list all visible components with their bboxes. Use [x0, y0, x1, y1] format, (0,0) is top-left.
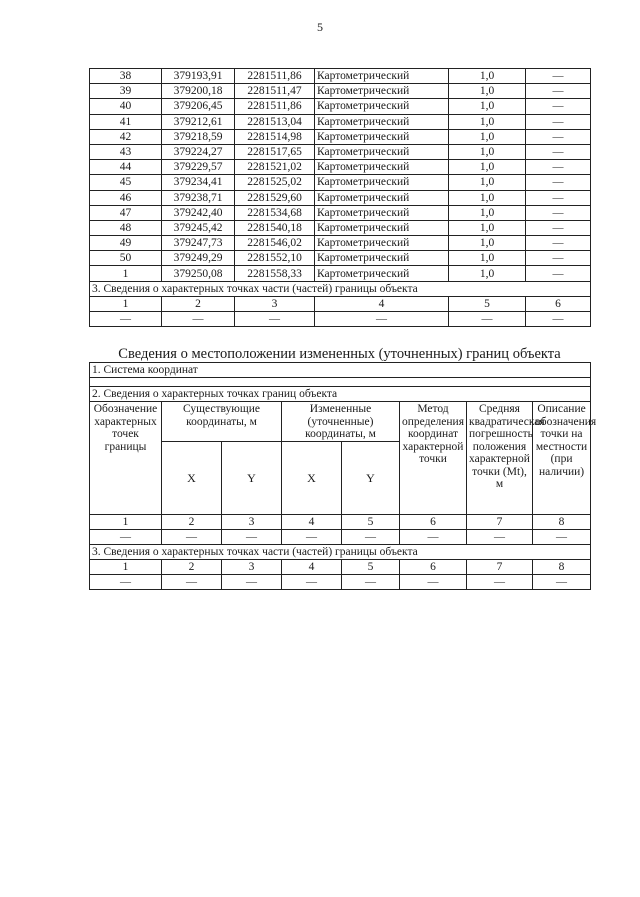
column-number-cell: 8	[533, 559, 591, 574]
section3-dash-row	[90, 312, 591, 327]
x-coordinate-cell: 379234,41	[162, 175, 235, 190]
table-row	[90, 266, 591, 281]
description-cell: —	[526, 99, 591, 114]
column-number-cell: 5	[342, 559, 400, 574]
dash-cell: —	[449, 312, 526, 327]
mt-cell: 1,0	[449, 190, 526, 205]
point-number-cell: 49	[90, 236, 162, 251]
table-row	[90, 114, 591, 129]
mt-cell: 1,0	[449, 251, 526, 266]
description-cell: —	[526, 190, 591, 205]
mt-cell: 1,0	[449, 236, 526, 251]
dash-cell: —	[90, 529, 162, 544]
x-coordinate-cell: 379200,18	[162, 84, 235, 99]
dash-cell: —	[400, 529, 467, 544]
table-row	[90, 190, 591, 205]
point-number-cell: 1	[90, 266, 162, 281]
column-number-cell: 3	[222, 514, 282, 529]
description-cell: —	[526, 144, 591, 159]
column-number-cell: 8	[533, 514, 591, 529]
changed-boundaries-table	[89, 362, 597, 590]
description-cell: —	[526, 84, 591, 99]
method-cell: Картометрический	[315, 205, 449, 220]
col-description: Описание обозначения точки на местности (при наличии)	[533, 402, 591, 515]
dash-cell: —	[526, 312, 591, 327]
dash-cell: —	[235, 312, 315, 327]
col-existing-x: X	[162, 441, 222, 514]
point-number-cell: 38	[90, 69, 162, 84]
table-row	[90, 251, 591, 266]
column-number-cell: 1	[90, 514, 162, 529]
col-changed-coords: Измененные (уточненные) координаты, м	[282, 402, 400, 442]
table-row	[90, 160, 591, 175]
description-cell: —	[526, 266, 591, 281]
section3-number-row	[90, 559, 591, 574]
y-coordinate-cell: 2281521,02	[235, 160, 315, 175]
table-row	[90, 129, 591, 144]
point-number-cell: 44	[90, 160, 162, 175]
x-coordinate-cell: 379238,71	[162, 190, 235, 205]
point-number-cell: 39	[90, 84, 162, 99]
y-coordinate-cell: 2281511,86	[235, 69, 315, 84]
description-cell: —	[526, 69, 591, 84]
dash-cell: —	[162, 312, 235, 327]
y-coordinate-cell: 2281529,60	[235, 190, 315, 205]
dash-cell: —	[282, 574, 342, 589]
dash-cell: —	[162, 574, 222, 589]
y-coordinate-cell: 2281511,86	[235, 99, 315, 114]
column-number-cell: 7	[467, 514, 533, 529]
x-coordinate-cell: 379206,45	[162, 99, 235, 114]
page-number: 5	[317, 20, 323, 34]
dash-cell: —	[467, 529, 533, 544]
dash-cell: —	[162, 529, 222, 544]
col-point-names: Обозначение характерных точек границы	[90, 402, 162, 515]
mt-cell: 1,0	[449, 266, 526, 281]
col-changed-y: Y	[342, 441, 400, 514]
y-coordinate-cell: 2281546,02	[235, 236, 315, 251]
description-cell: —	[526, 175, 591, 190]
column-number-cell: 3	[222, 559, 282, 574]
x-coordinate-cell: 379218,59	[162, 129, 235, 144]
x-coordinate-cell: 379242,40	[162, 205, 235, 220]
mt-cell: 1,0	[449, 175, 526, 190]
dash-cell: —	[533, 574, 591, 589]
method-cell: Картометрический	[315, 266, 449, 281]
y-coordinate-cell: 2281558,33	[235, 266, 315, 281]
method-cell: Картометрический	[315, 144, 449, 159]
dash-cell: —	[467, 574, 533, 589]
table-row	[90, 99, 591, 114]
column-number-cell: 6	[400, 559, 467, 574]
description-cell: —	[526, 205, 591, 220]
section3-dash-row	[90, 574, 591, 589]
column-number-cell: 1	[90, 559, 162, 574]
mt-cell: 1,0	[449, 220, 526, 235]
description-cell: —	[526, 220, 591, 235]
dash-cell: —	[222, 529, 282, 544]
table-row	[90, 69, 591, 84]
table-row	[90, 236, 591, 251]
x-coordinate-cell: 379249,29	[162, 251, 235, 266]
point-number-cell: 40	[90, 99, 162, 114]
col-mt: Средняя квадратическая погрешность положения характерной точки (Mt), м	[467, 402, 533, 515]
description-cell: —	[526, 251, 591, 266]
coordinates-table-body	[90, 69, 591, 327]
dash-cell: —	[90, 574, 162, 589]
description-cell: —	[526, 114, 591, 129]
section3-title: 3. Сведения о характерных точках части (частей) границы объекта	[90, 544, 591, 559]
x-coordinate-cell: 379212,61	[162, 114, 235, 129]
dash-cell: —	[282, 529, 342, 544]
col-existing-y: Y	[222, 441, 282, 514]
x-coordinate-cell: 379250,08	[162, 266, 235, 281]
column-number-cell: 7	[467, 559, 533, 574]
point-number-cell: 50	[90, 251, 162, 266]
point-number-cell: 47	[90, 205, 162, 220]
dash-cell: —	[342, 529, 400, 544]
method-cell: Картометрический	[315, 114, 449, 129]
description-cell: —	[526, 129, 591, 144]
dash-cell: —	[222, 574, 282, 589]
method-cell: Картометрический	[315, 190, 449, 205]
description-cell: —	[526, 160, 591, 175]
dash-cell: —	[342, 574, 400, 589]
mt-cell: 1,0	[449, 114, 526, 129]
mt-cell: 1,0	[449, 69, 526, 84]
column-number-cell: 2	[162, 514, 222, 529]
section3-title-row	[90, 281, 591, 296]
y-coordinate-cell: 2281514,98	[235, 129, 315, 144]
section2-title: 2. Сведения о характерных точках границ объекта	[90, 387, 591, 402]
y-coordinate-cell: 2281552,10	[235, 251, 315, 266]
column-number-cell: 2	[162, 296, 235, 311]
column-number-cell: 4	[282, 514, 342, 529]
method-cell: Картометрический	[315, 251, 449, 266]
mt-cell: 1,0	[449, 129, 526, 144]
section3-number-row	[90, 296, 591, 311]
x-coordinate-cell: 379245,42	[162, 220, 235, 235]
section3-title: 3. Сведения о характерных точках части (частей) границы объекта	[90, 281, 591, 296]
point-number-cell: 42	[90, 129, 162, 144]
point-number-cell: 43	[90, 144, 162, 159]
y-coordinate-cell: 2281540,18	[235, 220, 315, 235]
column-number-row	[90, 514, 591, 529]
table-row	[90, 84, 591, 99]
table-row	[90, 205, 591, 220]
section-heading: Сведения о местоположении измененных (уточненных) границ объекта	[118, 346, 561, 362]
table-row	[90, 144, 591, 159]
col-existing-coords: Существующие координаты, м	[162, 402, 282, 442]
section3-title-row	[90, 544, 591, 559]
method-cell: Картометрический	[315, 236, 449, 251]
y-coordinate-cell: 2281534,68	[235, 205, 315, 220]
method-cell: Картометрический	[315, 84, 449, 99]
dash-cell: —	[90, 312, 162, 327]
dash-cell: —	[533, 529, 591, 544]
x-coordinate-cell: 379193,91	[162, 69, 235, 84]
mt-cell: 1,0	[449, 205, 526, 220]
description-cell: —	[526, 236, 591, 251]
column-number-cell: 5	[342, 514, 400, 529]
y-coordinate-cell: 2281517,65	[235, 144, 315, 159]
column-number-cell: 4	[282, 559, 342, 574]
method-cell: Картометрический	[315, 160, 449, 175]
method-cell: Картометрический	[315, 175, 449, 190]
y-coordinate-cell: 2281513,04	[235, 114, 315, 129]
method-cell: Картометрический	[315, 99, 449, 114]
method-cell: Картометрический	[315, 69, 449, 84]
spacer-row	[90, 378, 591, 387]
y-coordinate-cell: 2281525,02	[235, 175, 315, 190]
point-number-cell: 45	[90, 175, 162, 190]
changed-boundaries-body	[90, 514, 591, 589]
dash-row	[90, 529, 591, 544]
column-number-cell: 6	[526, 296, 591, 311]
point-number-cell: 48	[90, 220, 162, 235]
col-method: Метод определения координат характерной точки	[400, 402, 467, 515]
mt-cell: 1,0	[449, 84, 526, 99]
column-number-cell: 1	[90, 296, 162, 311]
coordinate-system-label: 1. Система координат	[90, 363, 591, 378]
y-coordinate-cell: 2281511,47	[235, 84, 315, 99]
mt-cell: 1,0	[449, 160, 526, 175]
table-row	[90, 175, 591, 190]
point-number-cell: 46	[90, 190, 162, 205]
dash-cell: —	[315, 312, 449, 327]
x-coordinate-cell: 379247,73	[162, 236, 235, 251]
col-changed-x: X	[282, 441, 342, 514]
method-cell: Картометрический	[315, 220, 449, 235]
method-cell: Картометрический	[315, 129, 449, 144]
column-number-cell: 6	[400, 514, 467, 529]
column-number-cell: 2	[162, 559, 222, 574]
mt-cell: 1,0	[449, 144, 526, 159]
coordinates-table	[89, 68, 591, 327]
column-number-cell: 4	[315, 296, 449, 311]
mt-cell: 1,0	[449, 99, 526, 114]
column-number-cell: 5	[449, 296, 526, 311]
dash-cell: —	[400, 574, 467, 589]
x-coordinate-cell: 379224,27	[162, 144, 235, 159]
table-row	[90, 220, 591, 235]
column-number-cell: 3	[235, 296, 315, 311]
point-number-cell: 41	[90, 114, 162, 129]
x-coordinate-cell: 379229,57	[162, 160, 235, 175]
